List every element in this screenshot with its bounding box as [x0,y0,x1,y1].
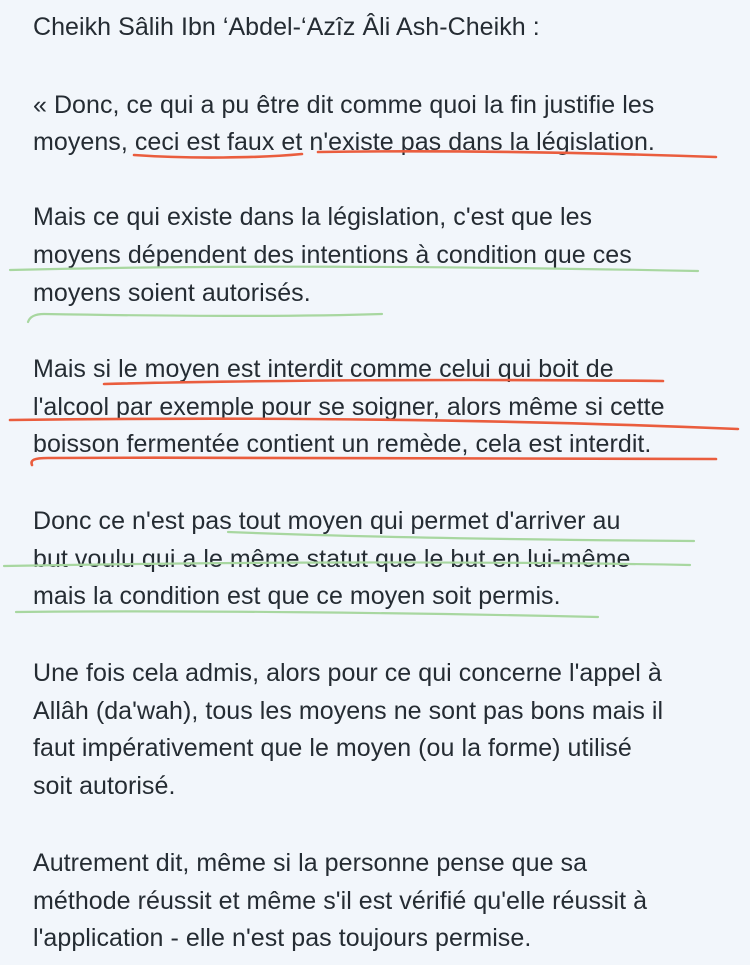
paragraph-3-line-2: l'alcool par exemple pour se soigner, alors même si cette [33,393,665,421]
paragraph-4-line-3: mais la condition est que ce moyen soit permis. [33,582,561,610]
paragraph-4-line-2: but voulu qui a le même statut que le but en lui-même [33,545,631,573]
paragraph-5-line-3: faut impérativement que le moyen (ou la forme) utilisé [33,734,632,762]
author-line: Cheikh Sâlih Ibn ‘Abdel-‘Azîz Âli Ash-Cheikh : [33,13,540,41]
paragraph-5-line-4: soit autorisé. [33,772,176,800]
paragraph-6-line-3: l'application - elle n'est pas toujours permise. [33,924,532,952]
paragraph-1-line-2: moyens, ceci est faux et n'existe pas dans la législation. [33,128,655,156]
paragraph-1-line-1: « Donc, ce qui a pu être dit comme quoi la fin justifie les [33,91,655,119]
paragraph-5-line-1: Une fois cela admis, alors pour ce qui concerne l'appel à [33,659,662,687]
paragraph-6-line-2: méthode réussit et même s'il est vérifié qu'elle réussit à [33,887,648,915]
paragraph-3-line-1: Mais si le moyen est interdit comme celui qui boit de [33,355,614,383]
paragraph-2-line-3: moyens soient autorisés. [33,279,311,307]
paragraph-3-line-3: boisson fermentée contient un remède, cela est interdit. [33,430,652,458]
paragraph-2-line-1: Mais ce qui existe dans la législation, c'est que les [33,203,593,231]
green-underline [28,314,382,322]
paragraph-4-line-1: Donc ce n'est pas tout moyen qui permet d'arriver au [33,507,621,535]
paragraph-6-line-1: Autrement dit, même si la personne pense que sa [33,849,588,877]
paragraph-2-line-2: moyens dépendent des intentions à condition que ces [33,241,632,269]
paragraph-5-line-2: Allâh (da'wah), tous les moyens ne sont pas bons mais il [33,697,664,725]
green-underline [16,611,598,617]
